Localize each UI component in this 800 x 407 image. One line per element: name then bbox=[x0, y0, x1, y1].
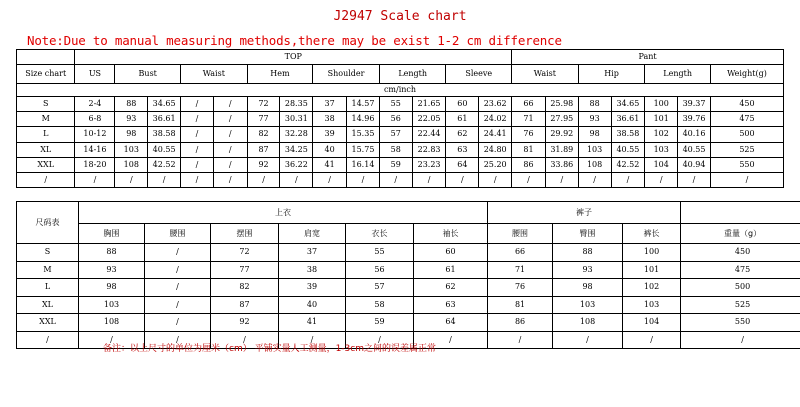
table-cell: 71 bbox=[488, 261, 553, 279]
table-cell: 64 bbox=[446, 157, 479, 172]
table-cell: 6-8 bbox=[75, 112, 115, 127]
table-cell: 93 bbox=[553, 261, 623, 279]
table-cell: 16.14 bbox=[347, 157, 380, 172]
table-cell: 34.65 bbox=[148, 97, 181, 112]
table-cell: 28.35 bbox=[280, 97, 313, 112]
table-cell: 98 bbox=[115, 127, 148, 142]
table-cell: / bbox=[247, 172, 280, 187]
table-cell: / bbox=[280, 172, 313, 187]
table-cell: 31.89 bbox=[545, 142, 578, 157]
column-header: Hem bbox=[247, 65, 313, 84]
table-cell: 24.41 bbox=[479, 127, 512, 142]
table-cell: 40.94 bbox=[678, 157, 711, 172]
table-cell: XL bbox=[17, 142, 75, 157]
table-cell: 37 bbox=[279, 244, 346, 262]
table-cell: 100 bbox=[623, 244, 681, 262]
table-row bbox=[17, 157, 784, 172]
table-cell: 81 bbox=[512, 142, 546, 157]
column-header: 裤长 bbox=[623, 224, 681, 244]
table-cell: 34.25 bbox=[280, 142, 313, 157]
table-cell: / bbox=[145, 331, 211, 349]
table-cell: XXL bbox=[17, 314, 79, 332]
table-group-header-row bbox=[17, 50, 784, 65]
table-cell: / bbox=[181, 97, 214, 112]
table-cell: 93 bbox=[115, 112, 148, 127]
table-cell: 102 bbox=[623, 279, 681, 297]
table-cell: 36.22 bbox=[280, 157, 313, 172]
column-header: 重量（g） bbox=[681, 224, 800, 244]
table-cell: 39.76 bbox=[678, 112, 711, 127]
table-cell: / bbox=[17, 172, 75, 187]
table-cell: 23.23 bbox=[412, 157, 446, 172]
table-cell: 24.80 bbox=[479, 142, 512, 157]
table-cell: / bbox=[181, 112, 214, 127]
column-header: Shoulder bbox=[313, 65, 380, 84]
group-header-top: 上衣 bbox=[79, 202, 488, 224]
table-cell: 38.58 bbox=[148, 127, 181, 142]
table-cell: 450 bbox=[681, 244, 800, 262]
table-row bbox=[17, 244, 800, 262]
table-cell: 60 bbox=[414, 244, 488, 262]
table-row bbox=[17, 296, 800, 314]
table-cell: / bbox=[213, 157, 247, 172]
table-cell: 36.61 bbox=[148, 112, 181, 127]
table-cell: 86 bbox=[488, 314, 553, 332]
table-cell: 39 bbox=[279, 279, 346, 297]
table-cell: / bbox=[213, 97, 247, 112]
footer-note: 备注：以上尺寸的单位为厘米（cm） 平铺实量人工测量，1-3cm之间的误差属正常 bbox=[103, 344, 436, 354]
table-cell: 61 bbox=[414, 261, 488, 279]
column-header: Waist bbox=[512, 65, 579, 84]
table-cell: 104 bbox=[645, 157, 678, 172]
table-cell: / bbox=[479, 172, 512, 187]
column-header: 袖长 bbox=[414, 224, 488, 244]
table-cell: 2-4 bbox=[75, 97, 115, 112]
table-cell: 82 bbox=[247, 127, 280, 142]
table-cell: 88 bbox=[553, 244, 623, 262]
table-cell: 88 bbox=[578, 97, 611, 112]
table-cell: 93 bbox=[79, 261, 145, 279]
table-cell: S bbox=[17, 244, 79, 262]
table-cell: / bbox=[145, 279, 211, 297]
table-cell: 15.35 bbox=[347, 127, 380, 142]
table-cell: L bbox=[17, 279, 79, 297]
table-cell: / bbox=[512, 172, 546, 187]
table-cell: 103 bbox=[645, 142, 678, 157]
table-cell: 30.31 bbox=[280, 112, 313, 127]
group-header-pant: Pant bbox=[512, 50, 784, 65]
table-cell: / bbox=[148, 172, 181, 187]
column-header: 臀围 bbox=[553, 224, 623, 244]
table-cell: 87 bbox=[211, 296, 279, 314]
table-column-header-row bbox=[17, 65, 784, 84]
table-cell: 88 bbox=[79, 244, 145, 262]
table-cell: / bbox=[412, 172, 446, 187]
table-cell: 98 bbox=[553, 279, 623, 297]
table-cell: 60 bbox=[446, 97, 479, 112]
column-header: Bust bbox=[115, 65, 181, 84]
table-cell: 57 bbox=[379, 127, 412, 142]
table-cell: 77 bbox=[211, 261, 279, 279]
table-cell: 38 bbox=[313, 112, 347, 127]
table-cell: 103 bbox=[115, 142, 148, 157]
table-cell: 34.65 bbox=[611, 97, 645, 112]
table-row bbox=[17, 261, 800, 279]
table-cell: 66 bbox=[512, 97, 546, 112]
table-cell: / bbox=[181, 142, 214, 157]
table-cell: 40 bbox=[313, 142, 347, 157]
table-cell: 59 bbox=[346, 314, 414, 332]
column-header: Sleeve bbox=[446, 65, 512, 84]
table-cell: / bbox=[681, 331, 800, 349]
table-cell: 40 bbox=[279, 296, 346, 314]
table-cell: 66 bbox=[488, 244, 553, 262]
table-cell: 58 bbox=[346, 296, 414, 314]
table-cell: XL bbox=[17, 296, 79, 314]
table-cell: 63 bbox=[446, 142, 479, 157]
table-cell: / bbox=[115, 172, 148, 187]
table-cell: 98 bbox=[578, 127, 611, 142]
table-cell: 27.95 bbox=[545, 112, 578, 127]
table-cell: / bbox=[213, 172, 247, 187]
table-cell: 56 bbox=[379, 112, 412, 127]
table-cell: 42.52 bbox=[148, 157, 181, 172]
table-row bbox=[17, 279, 800, 297]
table-cell: 39.37 bbox=[678, 97, 711, 112]
table-cell: 37 bbox=[313, 97, 347, 112]
table-cell: 500 bbox=[681, 279, 800, 297]
table-cell: 104 bbox=[623, 314, 681, 332]
table-cell: M bbox=[17, 261, 79, 279]
table-cell: / bbox=[488, 331, 553, 349]
table-cell: 525 bbox=[681, 296, 800, 314]
table-cell: / bbox=[145, 261, 211, 279]
table-cell: 22.05 bbox=[412, 112, 446, 127]
table-cell: 108 bbox=[553, 314, 623, 332]
table-cell: 25.20 bbox=[479, 157, 512, 172]
table-column-header-row bbox=[17, 224, 800, 244]
table-cell: / bbox=[181, 157, 214, 172]
table-cell: 102 bbox=[645, 127, 678, 142]
table-cell: 62 bbox=[446, 127, 479, 142]
table-cell: 36.61 bbox=[611, 112, 645, 127]
group-header-top: TOP bbox=[75, 50, 512, 65]
table-cell: 86 bbox=[512, 157, 546, 172]
table-cell: 38.58 bbox=[611, 127, 645, 142]
table-cell: 38 bbox=[279, 261, 346, 279]
table-cell: 475 bbox=[681, 261, 800, 279]
table-cell: 103 bbox=[553, 296, 623, 314]
table-cell: / bbox=[545, 172, 578, 187]
table-cell: 33.86 bbox=[545, 157, 578, 172]
table-cell: / bbox=[211, 331, 279, 349]
table-cell: / bbox=[181, 127, 214, 142]
table-cell: 40.55 bbox=[611, 142, 645, 157]
table-cell: 56 bbox=[346, 261, 414, 279]
table-cell: / bbox=[611, 172, 645, 187]
table-cell: 108 bbox=[79, 314, 145, 332]
table-cell: 40.16 bbox=[678, 127, 711, 142]
table-cell: 108 bbox=[115, 157, 148, 172]
table-cell: / bbox=[347, 172, 380, 187]
table-cell: 550 bbox=[710, 157, 783, 172]
table-cell: 14-16 bbox=[75, 142, 115, 157]
table-cell: 64 bbox=[414, 314, 488, 332]
table-row bbox=[17, 142, 784, 157]
table-cell: 500 bbox=[710, 127, 783, 142]
table-cell: 92 bbox=[211, 314, 279, 332]
table-cell: 98 bbox=[79, 279, 145, 297]
size-table-english bbox=[16, 49, 784, 188]
table-body bbox=[17, 97, 784, 188]
measurement-note: Note:Due to manual measuring methods,there may be exist 1-2 cm difference bbox=[27, 33, 562, 48]
table-cell: 25.98 bbox=[545, 97, 578, 112]
size-table-chinese bbox=[16, 201, 800, 349]
chart-title: J2947 Scale chart bbox=[333, 9, 467, 24]
table-cell: / bbox=[578, 172, 611, 187]
table-cell: / bbox=[623, 331, 681, 349]
table-cell: 55 bbox=[346, 244, 414, 262]
table-cell: / bbox=[79, 331, 145, 349]
table-cell: / bbox=[446, 172, 479, 187]
table-cell: 10-12 bbox=[75, 127, 115, 142]
table-cell: / bbox=[213, 142, 247, 157]
table-cell: 57 bbox=[346, 279, 414, 297]
table-cell: 22.44 bbox=[412, 127, 446, 142]
table-row bbox=[17, 314, 800, 332]
table-cell: 81 bbox=[488, 296, 553, 314]
table-cell: 525 bbox=[710, 142, 783, 157]
table-cell: / bbox=[181, 172, 214, 187]
table-cell: 40.55 bbox=[678, 142, 711, 157]
table-cell: 103 bbox=[578, 142, 611, 157]
column-header: 衣长 bbox=[346, 224, 414, 244]
table-cell: / bbox=[75, 172, 115, 187]
table-cell: L bbox=[17, 127, 75, 142]
table-cell: / bbox=[145, 296, 211, 314]
table-cell: 82 bbox=[211, 279, 279, 297]
table-cell: / bbox=[145, 244, 211, 262]
table-cell: 14.96 bbox=[347, 112, 380, 127]
table-cell: M bbox=[17, 112, 75, 127]
table-cell: 101 bbox=[645, 112, 678, 127]
table-cell: / bbox=[213, 127, 247, 142]
table-cell: 40.55 bbox=[148, 142, 181, 157]
table-cell: 100 bbox=[645, 97, 678, 112]
table-cell: 55 bbox=[379, 97, 412, 112]
table-cell: 103 bbox=[623, 296, 681, 314]
table-cell: 87 bbox=[247, 142, 280, 157]
table-cell: / bbox=[678, 172, 711, 187]
table-cell: / bbox=[379, 172, 412, 187]
table-cell: / bbox=[145, 314, 211, 332]
table-body bbox=[17, 244, 800, 349]
table-cell: 108 bbox=[578, 157, 611, 172]
table-cell: 24.02 bbox=[479, 112, 512, 127]
table-cell: 15.75 bbox=[347, 142, 380, 157]
table-cell: 41 bbox=[279, 314, 346, 332]
table-cell: / bbox=[313, 172, 347, 187]
table-cell: / bbox=[346, 331, 414, 349]
table-row bbox=[17, 112, 784, 127]
column-header: 腰围 bbox=[145, 224, 211, 244]
column-header: Weight(g) bbox=[710, 65, 783, 84]
table-cell: 63 bbox=[414, 296, 488, 314]
table-cell: 92 bbox=[247, 157, 280, 172]
unit-row bbox=[17, 84, 784, 97]
table-cell: / bbox=[213, 112, 247, 127]
table-cell: 71 bbox=[512, 112, 546, 127]
table-cell: 72 bbox=[247, 97, 280, 112]
table-cell: 550 bbox=[681, 314, 800, 332]
table-cell: 41 bbox=[313, 157, 347, 172]
table-cell: / bbox=[414, 331, 488, 349]
table-cell: 21.65 bbox=[412, 97, 446, 112]
table-cell: 76 bbox=[488, 279, 553, 297]
table-row bbox=[17, 172, 784, 187]
table-cell: / bbox=[553, 331, 623, 349]
table-cell: 101 bbox=[623, 261, 681, 279]
unit-label: cm/inch bbox=[17, 84, 784, 97]
table-cell: 32.28 bbox=[280, 127, 313, 142]
column-header: Hip bbox=[578, 65, 645, 84]
column-header: US bbox=[75, 65, 115, 84]
table-cell: 39 bbox=[313, 127, 347, 142]
column-header: 摆围 bbox=[211, 224, 279, 244]
table-cell: 103 bbox=[79, 296, 145, 314]
table-row bbox=[17, 127, 784, 142]
column-header: Size chart bbox=[17, 65, 75, 84]
table-cell: XXL bbox=[17, 157, 75, 172]
table-cell: / bbox=[645, 172, 678, 187]
column-header: 肩宽 bbox=[279, 224, 346, 244]
table-cell: 77 bbox=[247, 112, 280, 127]
table-cell: 23.62 bbox=[479, 97, 512, 112]
table-cell: 29.92 bbox=[545, 127, 578, 142]
column-header: Length bbox=[379, 65, 446, 84]
table-row bbox=[17, 97, 784, 112]
column-header: 腰围 bbox=[488, 224, 553, 244]
table-cell: / bbox=[710, 172, 783, 187]
table-cell: 72 bbox=[211, 244, 279, 262]
table-group-header-row bbox=[17, 202, 800, 224]
table-cell: 76 bbox=[512, 127, 546, 142]
table-cell: 475 bbox=[710, 112, 783, 127]
table-cell: 14.57 bbox=[347, 97, 380, 112]
size-label: 尺码表 bbox=[17, 202, 79, 244]
table-cell: 61 bbox=[446, 112, 479, 127]
column-header: Length bbox=[645, 65, 711, 84]
column-header: 胸围 bbox=[79, 224, 145, 244]
table-cell: 58 bbox=[379, 142, 412, 157]
table-cell: S bbox=[17, 97, 75, 112]
table-cell: 62 bbox=[414, 279, 488, 297]
column-header: Waist bbox=[181, 65, 248, 84]
table-cell: / bbox=[279, 331, 346, 349]
table-cell: 59 bbox=[379, 157, 412, 172]
table-cell: 88 bbox=[115, 97, 148, 112]
table-cell: 93 bbox=[578, 112, 611, 127]
table-cell: 450 bbox=[710, 97, 783, 112]
table-cell: 22.83 bbox=[412, 142, 446, 157]
blank-cell bbox=[681, 202, 800, 224]
table-cell: 18-20 bbox=[75, 157, 115, 172]
table-cell: / bbox=[17, 331, 79, 349]
group-header-pant: 裤子 bbox=[488, 202, 681, 224]
table-cell: 42.52 bbox=[611, 157, 645, 172]
blank-cell bbox=[17, 50, 75, 65]
